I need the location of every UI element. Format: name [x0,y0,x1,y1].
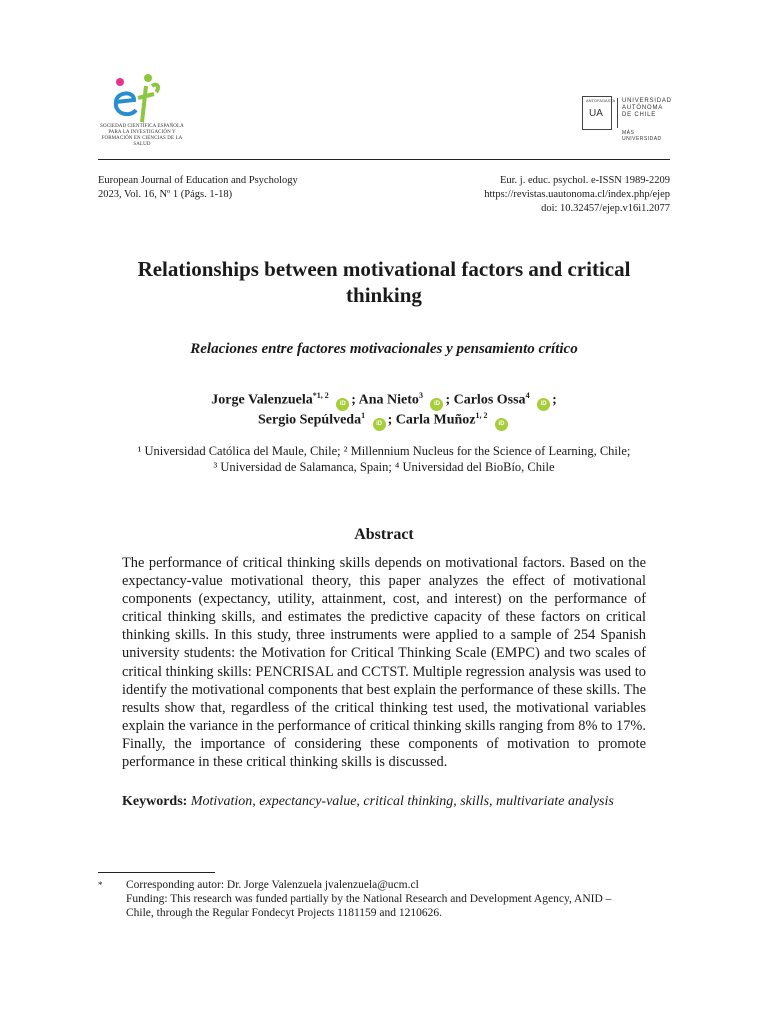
ef-logo [108,72,164,128]
ua-shield-top: ANTOFAGASTA [586,98,616,103]
author-affil: 1, 2 [475,411,488,420]
author-affil: *1, 2 [312,391,329,400]
author-affil: 4 [525,391,530,400]
affiliations-line: ³ Universidad de Salamanca, Spain; ⁴ Universidad del BioBío, Chile [213,460,555,474]
author-line: Jorge Valenzuela$^{*1, 2}$ iD ; Ana Nieto$^3$ iD ; Carlos Ossa$^4$ iD ; [98,386,670,411]
keywords [122,793,646,811]
ua-name-line: DE CHILE [622,112,657,118]
ua-divider [617,98,618,128]
paper-title: Relationships between motivational factors and critical thinking [137,257,631,307]
author-line: Sergio Sepúlveda$^1$ iD ; Carla Muñoz$^{1, 2}$ iD [98,406,670,431]
ua-name-line: UNIVERSIDAD [622,98,672,104]
author-affil: 1 [361,411,366,420]
abstract-body: The performance of critical thinking skills depends on motivational factors. Based on the expectancy-value motivational theory, this paper analyzes the effect of motivational components (expectancy, utility, attainment, cost, and interest) on the performance of critical thinking skills, and estimates the predictive capacity of these factors on critical thinking skills. In this study, three instruments were applied to a sample of 254 Spanish university students: the Motivation for Critical Thinking Scale (EMPC) and two scales of critical thinking skills: PENCRISAL and CCTST. Multiple regression analysis was used to identify the motivational components that best explain the performance of these skills. The results show that, regardless of the critical thinking test used, the motivational variables explain the variance in the performance of critical thinking skills ranging from 8% to 17%. Finally, the importance of considering these components of motivation to promote performance in these critical thinking skills is discussed. [122,555,646,771]
footnote-line: Corresponding autor: Dr. Jorge Valenzuela jvalenzuela@ucm.cl [126,879,419,891]
journal-info [98,174,298,202]
orcid-icon[interactable]: iD [537,398,550,411]
affiliations-line: ¹ Universidad Católica del Maule, Chile; ² Millennium Nucleus for the Science of Learning, Chile; [137,444,631,458]
journal-issn: Eur. j. educ. psychol. e-ISSN 1989-2209 [499,175,670,186]
header-rule [98,159,670,160]
journal-identifiers [484,174,670,216]
footnote-rule [98,872,215,873]
keywords-label: Keywords: [122,794,188,809]
ua-name [622,98,672,119]
university-logo [582,96,670,140]
journal-name: European Journal of Education and Psychology [98,175,298,186]
orcid-icon[interactable]: iD [373,418,386,431]
orcid-icon[interactable]: iD [495,418,508,431]
author-name: Jorge Valenzuela [211,392,313,408]
footnote-line: Funding: This research was funded partially by the National Research and Development Agency, ANID – [126,893,612,905]
footnote-marker: * [98,880,103,890]
journal-volume: 2023, Vol. 16, Nº 1 (Págs. 1-18) [98,189,233,200]
abstract-heading: Abstract [354,526,414,543]
ua-shield-mark: UA [589,108,603,119]
ua-shield-icon [582,96,616,130]
author-name: Carlos Ossa [453,392,526,408]
author-name: Sergio Sepúlveda [258,412,362,428]
author-name: Carla Muñoz [395,412,476,428]
ua-name-line: AUTÓNOMA [622,105,664,111]
orcid-icon[interactable]: iD [336,398,349,411]
author-affil: 3 [418,391,423,400]
orcid-icon[interactable]: iD [430,398,443,411]
ua-tagline: MÁS UNIVERSIDAD [622,130,662,142]
article-doi[interactable]: doi: 10.32457/ejep.v16i1.2077 [541,203,670,214]
journal-url[interactable]: https://revistas.uautonoma.cl/index.php/ejep [484,189,670,200]
paper-subtitle: Relaciones entre factores motivacionales y pensamiento crítico [190,341,578,357]
author-name: Ana Nieto [358,392,419,408]
society-name: SOCIEDAD CIENTÍFICA ESPAÑOLA PARA LA INVESTIGACIÓN Y FORMACIÓN EN CIENCIAS DE LA SALUD [100,124,184,147]
footnote-line: Chile, through the Regular Fondecyt Projects 1181159 and 1210626. [126,907,442,919]
keywords-text: Motivation, expectancy-value, critical thinking, skills, multivariate analysis [190,794,614,809]
